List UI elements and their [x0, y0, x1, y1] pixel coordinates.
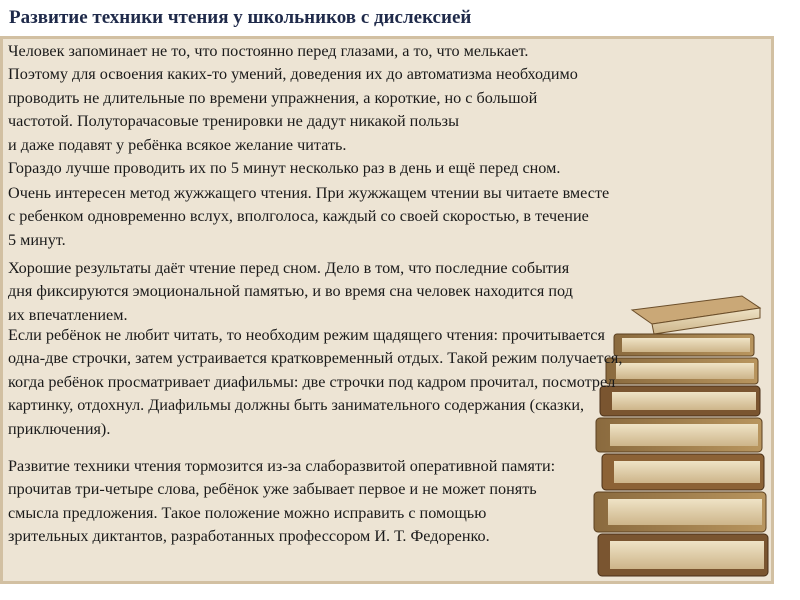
text-line: частотой. Полуторачасовые тренировки не дадут никакой пользы: [8, 112, 459, 131]
text-line: с ребенком одновременно вслух, вполголоса, каждый со своей скоростью, в течение: [8, 207, 589, 226]
text-line: одна-две строчки, затем устраивается кратковременный отдых. Такой режим получается,: [8, 349, 623, 368]
text-line: Развитие техники чтения тормозится из-за слаборазвитой оперативной памяти:: [8, 457, 556, 475]
paragraph-bedtime-reading: [8, 257, 573, 327]
paragraph-buzzing-reading: [8, 182, 609, 252]
book-4: [600, 386, 760, 416]
text-line: Очень интересен метод жужжащего чтения. При жужжащем чтении вы читаете вместе: [8, 184, 610, 202]
text-line: Поэтому для освоения каких-то умений, доведения их до автоматизма необходимо: [8, 65, 578, 84]
text-line: когда ребёнок просматривает диафильмы: две строчки под кадром прочитал, посмотрел: [8, 372, 616, 391]
text-line: картинку, отдохнул. Диафильмы должны быть занимательного содержания (сказки,: [8, 396, 585, 415]
text-line: Гораздо лучше проводить их по 5 минут несколько раз в день и ещё перед сном.: [8, 158, 561, 177]
text-line: зрительных диктантов, разработанных профессором И. Т. Федоренко.: [8, 527, 490, 546]
text-line: Человек запоминает не то, что постоянно перед глазами, а то, что мелькает.: [8, 42, 529, 60]
text-line: прочитав три-четыре слова, ребёнок уже забывает первое и не может понять: [8, 480, 537, 499]
text-line: дня фиксируются эмоциональной памятью, и во время сна человек находится под: [8, 282, 573, 301]
book-7: [594, 492, 766, 532]
text-line: смысла предложения. Такое положение можно исправить с помощью: [8, 503, 487, 522]
text-line: их впечатлением.: [8, 305, 128, 324]
book-2: [614, 334, 754, 356]
book-bottom: [598, 534, 768, 576]
text-line: Хорошие результаты даёт чтение перед сном. Дело в том, что последние события: [8, 259, 570, 277]
text-line: 5 минут.: [8, 230, 66, 249]
paragraph-gentle-mode: [8, 324, 622, 441]
paragraph-short-exercises: [8, 40, 578, 180]
text-line: приключения).: [8, 419, 111, 438]
page-title: Развитие техники чтения у школьников с дислексией: [9, 7, 472, 28]
text-line: проводить не длительные по времени упражнения, а короткие, но с большой: [8, 88, 538, 107]
book-6: [602, 454, 764, 490]
book-top: [632, 296, 760, 334]
book-3: [606, 358, 758, 384]
text-line: Если ребёнок не любит читать, то необходим режим щадящего чтения: прочитывается: [8, 326, 605, 344]
paragraph-working-memory: [8, 455, 555, 549]
text-line: и даже подавят у ребёнка всякое желание читать.: [8, 135, 347, 154]
